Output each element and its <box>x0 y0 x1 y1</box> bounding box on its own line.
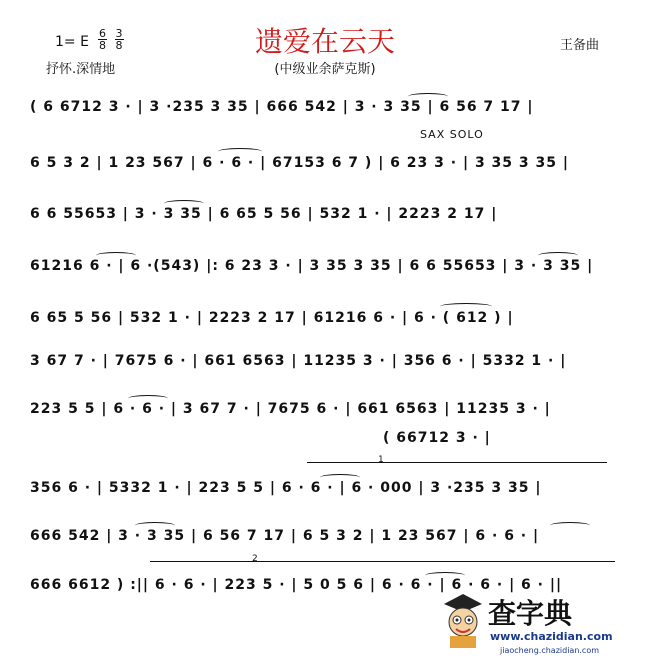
volta-bracket-1 <box>307 462 607 463</box>
slur-mark <box>538 252 578 259</box>
score-line-2: 6 5 3 2 | 1 23 567 | 6 · 6 · | 67153 6 7 ) | 6 23 3 · | 3 35 3 35 | <box>30 155 570 171</box>
watermark-url-secondary: jiaocheng.chazidian.com <box>500 646 600 655</box>
mood-marking: 抒怀.深情地 <box>46 62 116 77</box>
score-line-10: 666 6612 ) :|| 6 · 6 · | 223 5 · | 5 0 5 6 | 6 · 6 · | 6 · 6 · | 6 · || <box>30 577 563 593</box>
time-signature-2: $\frac{3}{8}$ <box>115 27 123 52</box>
time-signature-1: $\frac{6}{8}$ <box>99 27 106 52</box>
score-line-3: 6 6 55653 | 3 · 3 35 | 6 65 5 56 | 532 1 · | 2223 2 17 | <box>30 206 498 222</box>
score-line-4: 61216 6 · | 6 ·(543) |: 6 23 3 · | 3 35 3 35 | 6 6 55653 | 3 · 3 35 | <box>30 258 594 274</box>
watermark-brand: 查字典 <box>488 597 573 630</box>
sax-solo-label: SAX SOLO <box>420 128 484 141</box>
slur-mark <box>408 93 448 100</box>
score-line-9: 666 542 | 3 · 3 35 | 6 56 7 17 | 6 5 3 2 | 1 23 567 | 6 · 6 · | <box>30 528 540 544</box>
score-line-7: 223 5 5 | 6 · 6 · | 3 67 7 · | 7675 6 · | 661 6563 | 11235 3 · | <box>30 401 551 417</box>
slur-mark <box>218 148 262 155</box>
composer: 王备曲 <box>560 38 600 53</box>
watermark-logo <box>440 580 650 659</box>
song-subtitle: (中级业余萨克斯) <box>274 62 376 77</box>
slur-mark <box>440 303 492 310</box>
slur-mark <box>550 522 590 529</box>
score-line-5: 6 65 5 56 | 532 1 · | 2223 2 17 | 61216 6 · | 6 · ( 612 ) | <box>30 310 514 326</box>
song-title: 遗爱在云天 <box>254 25 395 58</box>
volta-number-1: 1 <box>378 455 384 465</box>
score-line-1: ( 6 6712 3 · | 3 ·235 3 35 | 666 542 | 3 · 3 35 | 6 56 7 17 | <box>30 99 534 115</box>
watermark-url: www.chazidian.com <box>490 630 613 643</box>
scholar-mascot-icon <box>440 590 486 650</box>
score-line-8: 356 6 · | 5332 1 · | 223 5 5 | 6 · 6 · | 6 · 000 | 3 ·235 3 35 | <box>30 480 542 496</box>
volta-bracket-2 <box>150 561 615 562</box>
key-signature: 1= E <box>55 34 89 50</box>
score-pickup-second-part: ( 66712 3 · | <box>383 430 491 446</box>
volta-number-2: 2 <box>252 554 258 564</box>
slur-mark <box>96 252 136 259</box>
score-line-6: 3 67 7 · | 7675 6 · | 661 6563 | 11235 3 · | 356 6 · | 5332 1 · | <box>30 353 567 369</box>
slur-mark <box>425 572 465 579</box>
slur-mark <box>320 474 360 481</box>
slur-mark <box>135 522 175 529</box>
slur-mark <box>128 395 168 402</box>
slur-mark <box>164 200 204 207</box>
